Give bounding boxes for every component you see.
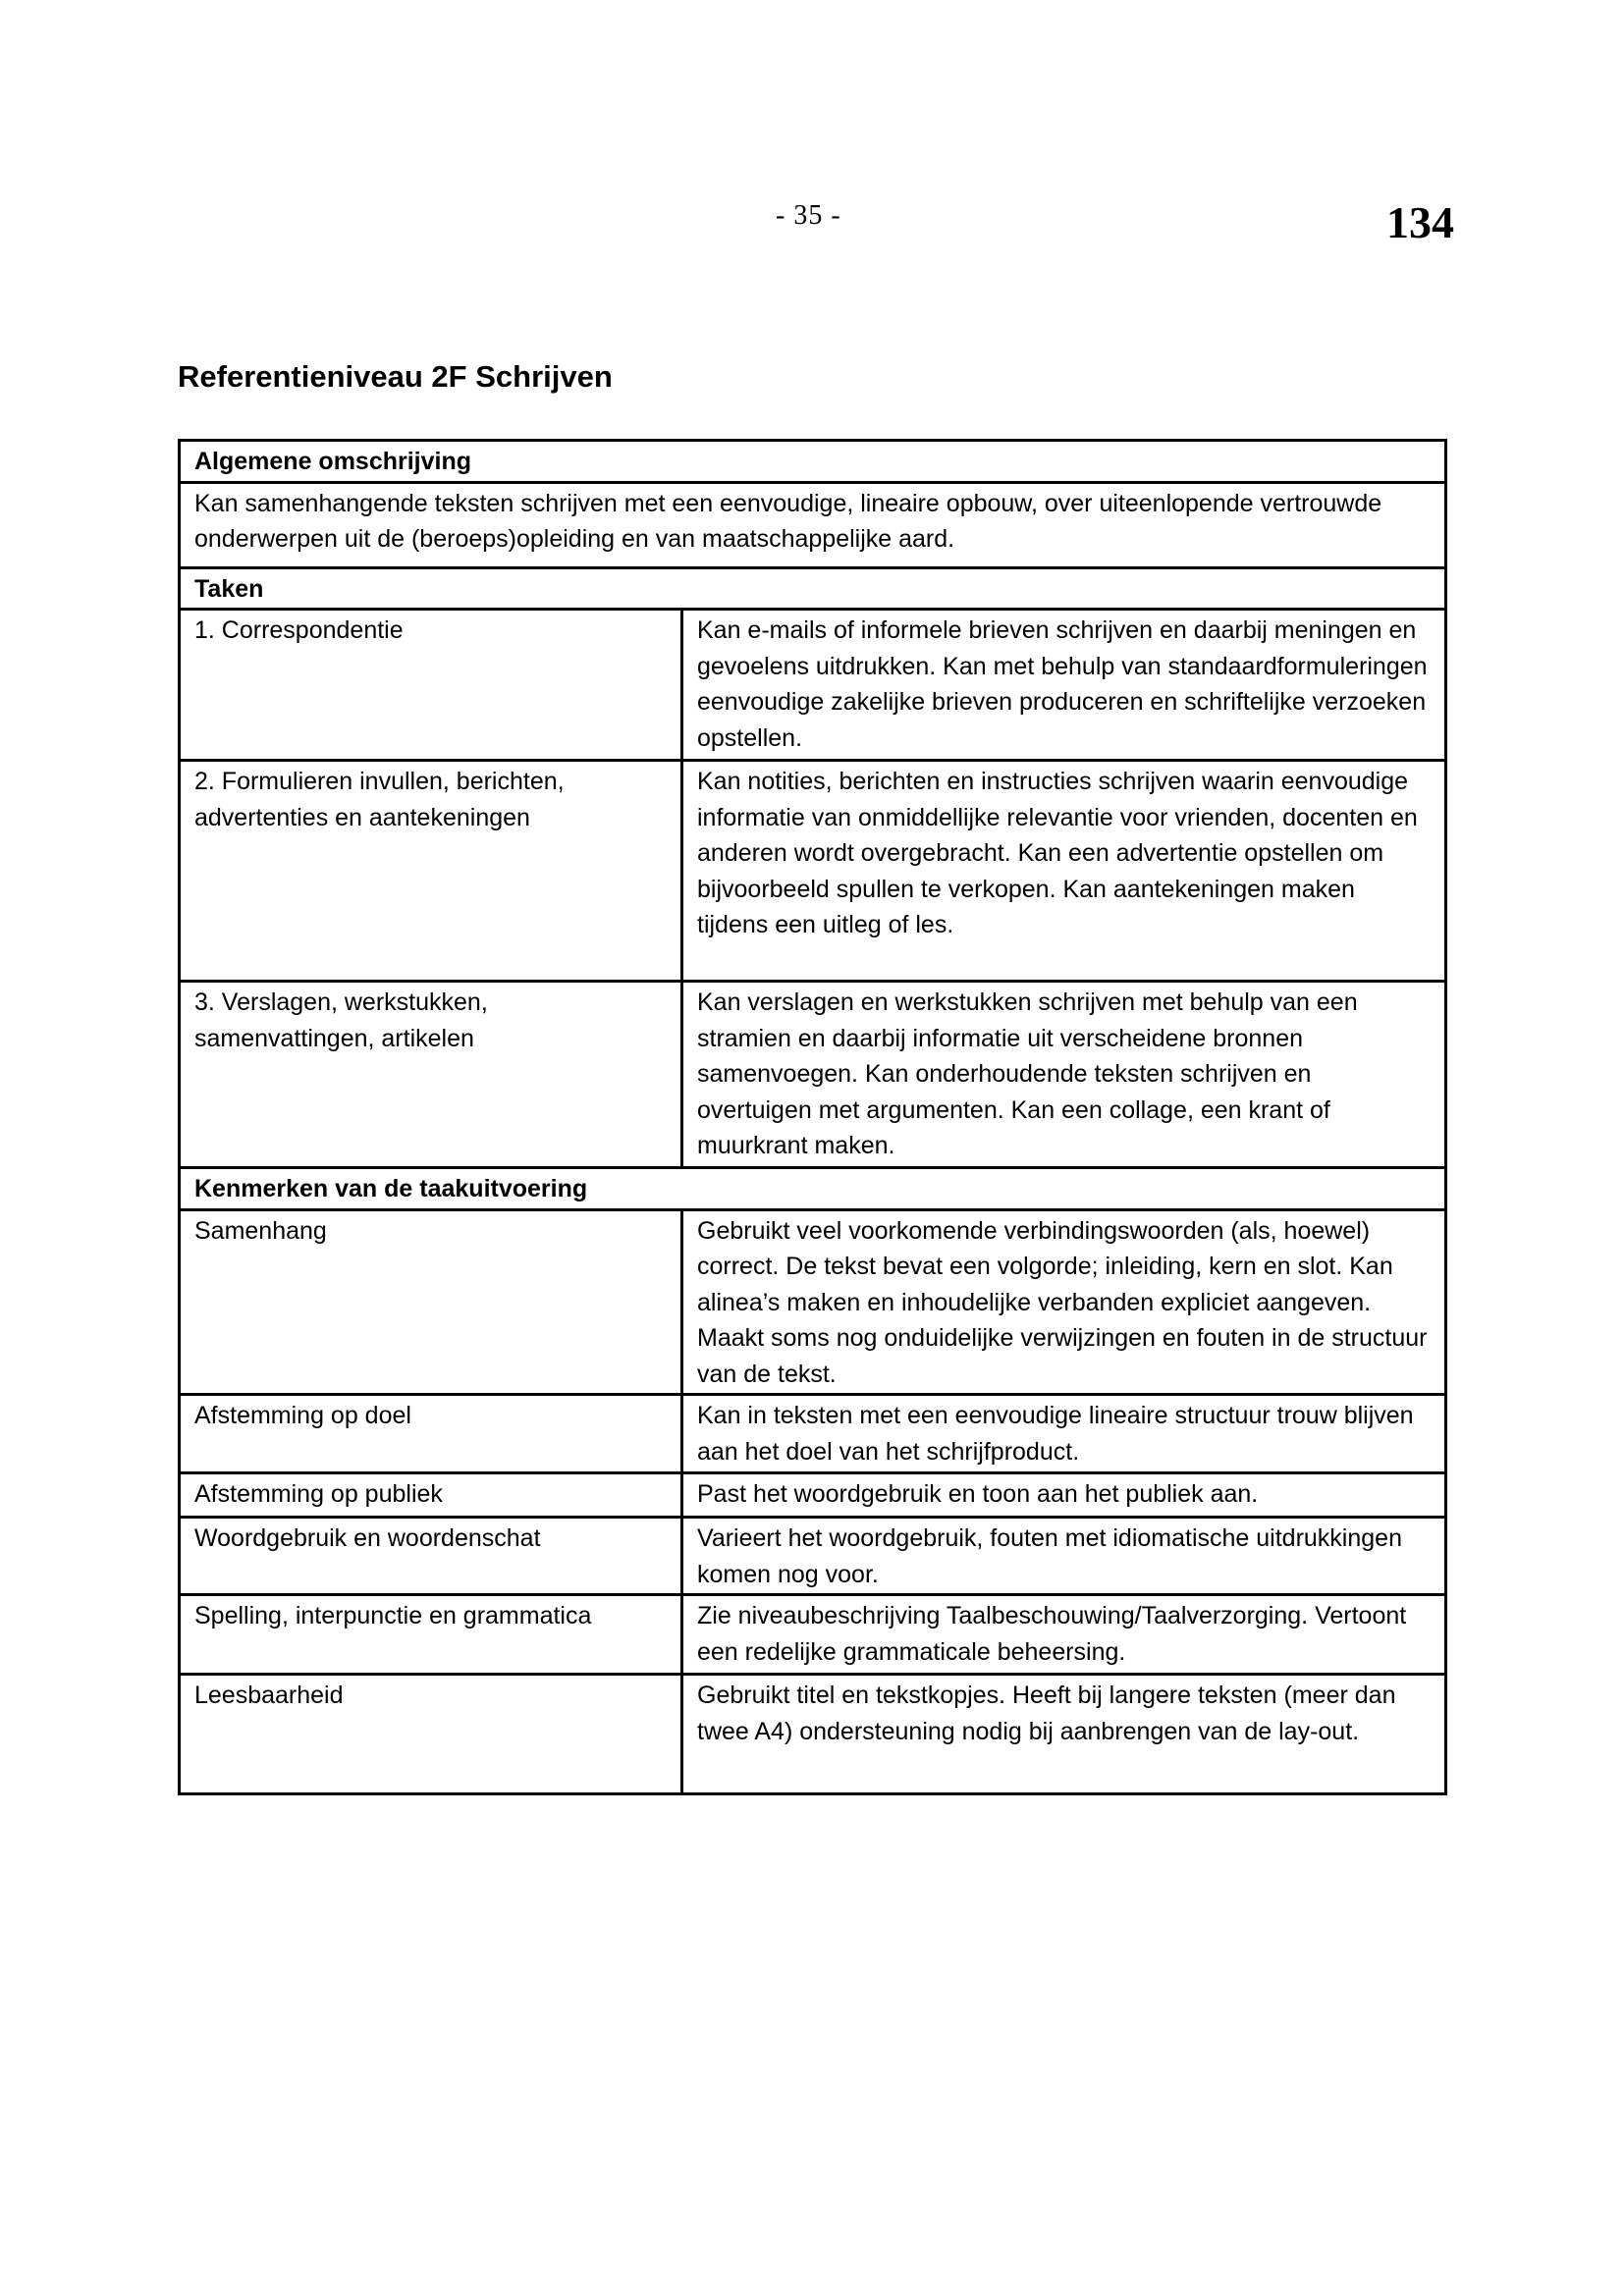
document-number: 134 — [1386, 197, 1454, 247]
task-label: 1. Correspondentie — [180, 610, 682, 761]
characteristic-description: Gebruikt veel voorkomende verbindingswoorden (als, hoewel) correct. De tekst bevat een volgorde; inleiding, kern en slot. Kan alinea’s maken en inhoudelijke verbanden expliciet aangeven. Maakt soms nog onduidelijke verwijzingen en fouten in de structuur van de tekst. — [682, 1209, 1446, 1395]
characteristic-label: Afstemming op publiek — [180, 1473, 682, 1518]
section-heading-general: Algemene omschrijving — [180, 441, 1446, 483]
table-row — [180, 761, 1446, 982]
page-title: Referentieniveau 2F Schrijven — [178, 359, 613, 394]
task-label: 3. Verslagen, werkstukken, samenvattingen, artikelen — [180, 982, 682, 1168]
characteristic-description: Zie niveaubeschrijving Taalbeschouwing/Taalverzorging. Vertoont een redelijke grammaticale beheersing. — [682, 1595, 1446, 1675]
table-row — [180, 1209, 1446, 1395]
section-heading-tasks: Taken — [180, 567, 1446, 610]
task-description: Kan notities, berichten en instructies schrijven waarin eenvoudige informatie van onmiddellijke relevantie voor vrienden, docenten en anderen wordt overgebracht. Kan een advertentie opstellen om bijvoorbeeld spullen te verkopen. Kan aantekeningen maken tijdens een uitleg of les. — [682, 761, 1446, 982]
task-description: Kan e-mails of informele brieven schrijven en daarbij meningen en gevoelens uitdrukken. Kan met behulp van standaardformuleringen eenvoudige zakelijke brieven produceren en schriftelijke verzoeken opstellen. — [682, 610, 1446, 761]
characteristic-label: Spelling, interpunctie en grammatica — [180, 1595, 682, 1675]
table-row — [180, 1518, 1446, 1595]
page-number: - 35 - — [776, 200, 841, 231]
general-heading-row — [180, 441, 1446, 483]
general-text-row — [180, 482, 1446, 567]
characteristic-description: Kan in teksten met een eenvoudige lineaire structuur trouw blijven aan het doel van het schrijfproduct. — [682, 1395, 1446, 1473]
characteristic-description: Past het woordgebruik en toon aan het publiek aan. — [682, 1473, 1446, 1518]
table-row — [180, 610, 1446, 761]
table-row — [180, 1675, 1446, 1794]
general-description: Kan samenhangende teksten schrijven met een eenvoudige, lineaire opbouw, over uiteenlopende vertrouwde onderwerpen uit de (beroeps)opleiding en van maatschappelijke aard. — [180, 482, 1446, 567]
characteristic-label: Samenhang — [180, 1209, 682, 1395]
task-description: Kan verslagen en werkstukken schrijven met behulp van een stramien en daarbij informatie uit verscheidene bronnen samenvoegen. Kan onderhoudende teksten schrijven en overtuigen met argumenten. Kan een collage, een krant of muurkrant maken. — [682, 982, 1446, 1168]
characteristic-label: Woordgebruik en woordenschat — [180, 1518, 682, 1595]
section-heading-characteristics: Kenmerken van de taakuitvoering — [180, 1168, 1446, 1210]
characteristics-heading-row — [180, 1168, 1446, 1210]
task-label: 2. Formulieren invullen, berichten, advertenties en aantekeningen — [180, 761, 682, 982]
table-row — [180, 1473, 1446, 1518]
table-row — [180, 1595, 1446, 1675]
reference-level-table — [178, 439, 1447, 1795]
characteristic-description: Varieert het woordgebruik, fouten met idiomatische uitdrukkingen komen nog voor. — [682, 1518, 1446, 1595]
table-row — [180, 1395, 1446, 1473]
characteristic-description: Gebruikt titel en tekstkopjes. Heeft bij langere teksten (meer dan twee A4) ondersteuning nodig bij aanbrengen van de lay-out. — [682, 1675, 1446, 1794]
table-row — [180, 982, 1446, 1168]
characteristic-label: Afstemming op doel — [180, 1395, 682, 1473]
tasks-heading-row — [180, 567, 1446, 610]
characteristic-label: Leesbaarheid — [180, 1675, 682, 1794]
